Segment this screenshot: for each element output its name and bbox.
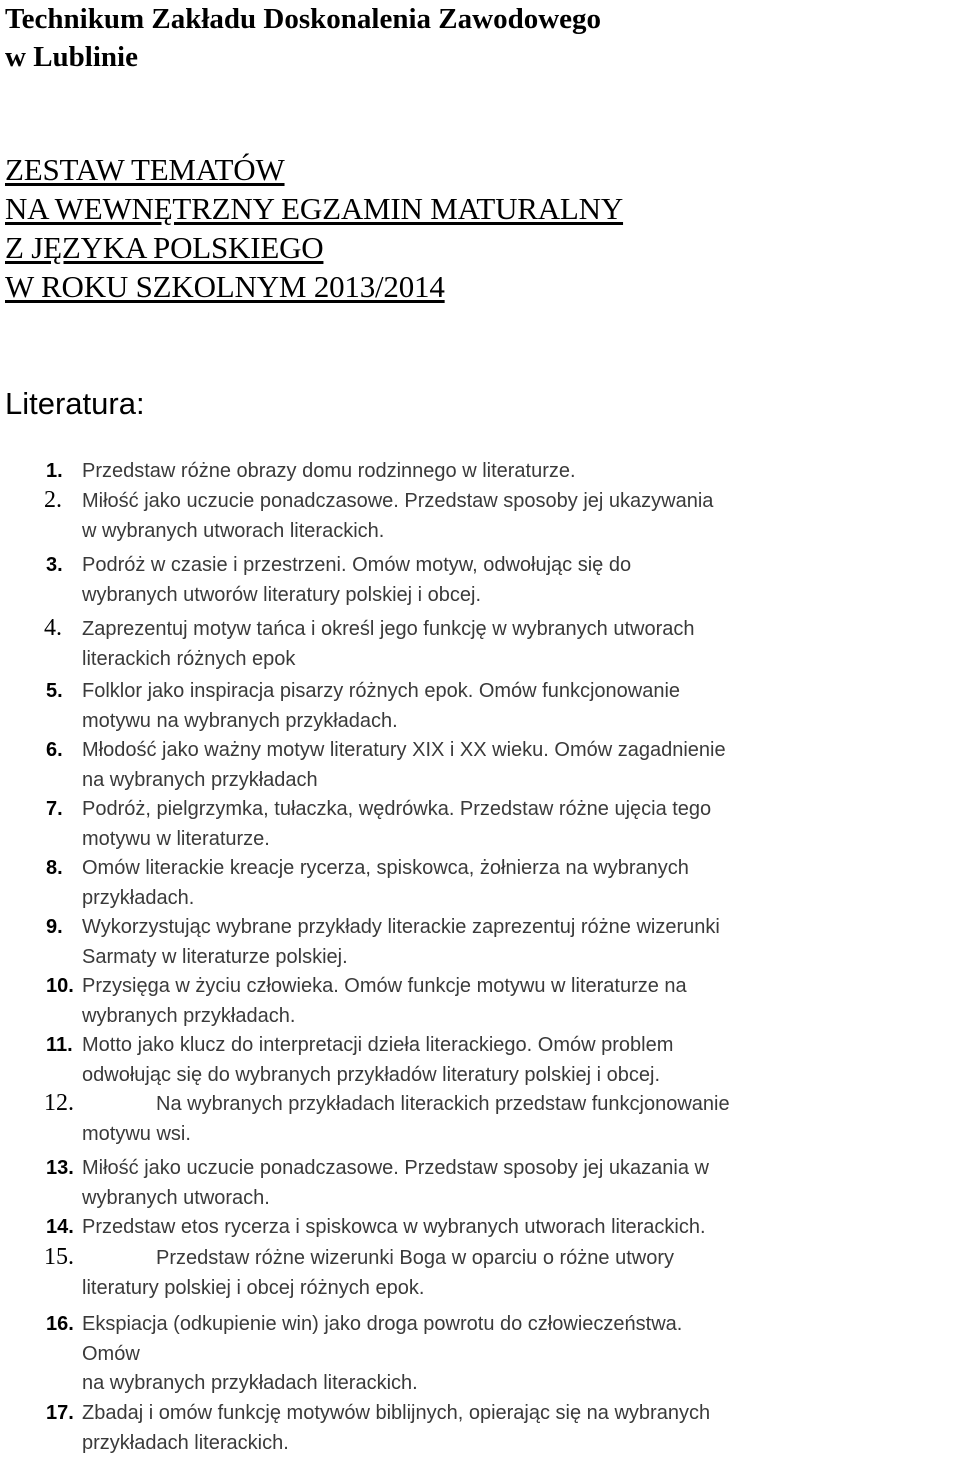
topic-text xyxy=(82,736,956,795)
topic-line: motywu na wybranych przykładach. xyxy=(82,709,398,732)
topic-number: 17. xyxy=(46,1402,74,1424)
title-line-4: W ROKU SZKOLNYM 2013/2014 xyxy=(5,269,445,304)
topic-line: Przedstaw różne obrazy domu rodzinnego w literaturze. xyxy=(82,460,576,482)
topic-line: Miłość jako uczucie ponadczasowe. Przedstaw sposoby jej ukazania w xyxy=(82,1157,709,1179)
topic-line: Miłość jako uczucie ponadczasowe. Przedstaw sposoby jej ukazywania xyxy=(82,490,714,512)
topic-item xyxy=(0,1399,960,1458)
topic-item xyxy=(0,854,960,913)
topic-line-text: Na wybranych przykładach literackich przedstaw funkcjonowanie xyxy=(156,1093,730,1115)
topic-list xyxy=(0,457,960,1458)
topic-item xyxy=(0,972,960,1031)
topic-line-text: Przedstaw różne wizerunki Boga w oparciu o różne utwory xyxy=(156,1247,675,1269)
topic-text xyxy=(82,1213,956,1243)
topic-text xyxy=(82,854,956,913)
topic-line: Podróż, pielgrzymka, tułaczka, wędrówka. Przedstaw różne ujęcia tego xyxy=(82,798,712,820)
topic-number: 1. xyxy=(46,460,63,482)
topic-line: Przysięga w życiu człowieka. Omów funkcje motywu w literaturze na xyxy=(82,975,687,997)
topic-line: Zaprezentuj motyw tańca i określ jego funkcję w wybranych utworach xyxy=(82,618,695,640)
topic-line: Wykorzystując wybrane przykłady literackie zaprezentuj różne wizerunki xyxy=(82,916,720,938)
topic-item xyxy=(0,1244,960,1310)
school-name xyxy=(5,0,601,76)
topic-text xyxy=(82,972,956,1031)
topic-number: 12. xyxy=(44,1090,74,1116)
topic-number: 16. xyxy=(46,1313,74,1335)
topic-line: motywu wsi. xyxy=(82,1122,191,1145)
topic-number: 9. xyxy=(46,916,63,938)
school-name-line-1: Technikum Zakładu Doskonalenia Zawodowego xyxy=(5,3,602,35)
topic-text xyxy=(82,913,956,972)
topic-line: motywu w literaturze. xyxy=(82,827,270,850)
topic-item xyxy=(0,1154,960,1213)
topic-item xyxy=(0,1310,960,1399)
topic-item xyxy=(0,736,960,795)
topic-number: 4. xyxy=(44,615,62,641)
topic-number: 10. xyxy=(46,975,74,997)
title-line-3: Z JĘZYKA POLSKIEGO xyxy=(5,230,324,265)
topic-line: wybranych przykładach. xyxy=(82,1004,296,1027)
topic-text xyxy=(82,487,956,546)
topic-item xyxy=(0,457,960,487)
title-line-2: NA WEWNĘTRZNY EGZAMIN MATURALNY xyxy=(5,191,624,226)
topic-item xyxy=(0,795,960,854)
topic-line: Motto jako klucz do interpretacji dzieła literackiego. Omów problem xyxy=(82,1034,674,1056)
topic-line: Sarmaty w literaturze polskiej. xyxy=(82,945,348,968)
section-heading: Literatura: xyxy=(5,386,145,421)
topic-text xyxy=(82,1090,956,1149)
title-line-1: ZESTAW TEMATÓW xyxy=(5,152,285,187)
topic-number: 13. xyxy=(46,1157,74,1179)
topic-number: 14. xyxy=(46,1216,74,1238)
topic-line xyxy=(82,1244,956,1274)
topic-line: Podróż w czasie i przestrzeni. Omów motyw, odwołując się do xyxy=(82,554,632,576)
topic-item xyxy=(0,677,960,736)
topic-line: na wybranych przykładach literackich. xyxy=(82,1372,418,1394)
topic-text xyxy=(82,1154,956,1213)
topic-item xyxy=(0,913,960,972)
topic-number: 6. xyxy=(46,739,63,761)
topic-text xyxy=(82,677,956,736)
topic-text xyxy=(82,795,956,854)
topic-number: 5. xyxy=(46,680,63,702)
topic-line: Przedstaw etos rycerza i spiskowca w wybranych utworach literackich. xyxy=(82,1216,706,1238)
topic-line: literatury polskiej i obcej różnych epok. xyxy=(82,1276,425,1299)
topic-line: odwołując się do wybranych przykładów literatury polskiej i obcej. xyxy=(82,1063,661,1086)
topic-text xyxy=(82,457,956,487)
topic-number: 7. xyxy=(46,798,63,820)
topic-line: w wybranych utworach literackich. xyxy=(82,519,385,542)
topic-line: przykładach literackich. xyxy=(82,1431,289,1454)
topic-line: wybranych utworach. xyxy=(82,1186,270,1209)
topic-line: przykładach. xyxy=(82,886,195,909)
topic-item xyxy=(0,1213,960,1244)
document-title xyxy=(5,150,623,306)
topic-text xyxy=(82,1310,956,1399)
school-name-line-2: w Lublinie xyxy=(5,41,138,73)
topic-line xyxy=(82,1090,956,1120)
topic-number: 8. xyxy=(46,857,63,879)
topic-item xyxy=(0,487,960,551)
topic-text xyxy=(82,1399,956,1458)
topic-number: 3. xyxy=(46,554,63,576)
topic-text xyxy=(82,1244,956,1303)
topic-line: wybranych utworów literatury polskiej i obcej. xyxy=(82,583,482,606)
topic-item xyxy=(0,1031,960,1090)
topic-line: na wybranych przykładach xyxy=(82,768,318,791)
topic-number: 11. xyxy=(46,1034,73,1056)
topic-line: Omów literackie kreacje rycerza, spiskowca, żołnierza na wybranych xyxy=(82,857,689,879)
topic-number: 15. xyxy=(44,1244,74,1270)
topic-line: Zbadaj i omów funkcję motywów biblijnych, opierając się na wybranych xyxy=(82,1402,711,1424)
topic-item xyxy=(0,615,960,677)
topic-line: Omów xyxy=(82,1342,140,1365)
topic-line: Ekspiacja (odkupienie win) jako droga powrotu do człowieczeństwa. xyxy=(82,1313,683,1335)
topic-text xyxy=(82,615,956,674)
topic-line: Folklor jako inspiracja pisarzy różnych epok. Omów funkcjonowanie xyxy=(82,680,681,702)
topic-line: Młodość jako ważny motyw literatury XIX i XX wieku. Omów zagadnienie xyxy=(82,739,726,761)
topic-line: literackich różnych epok xyxy=(82,647,296,670)
topic-text xyxy=(82,551,956,610)
topic-item xyxy=(0,1090,960,1154)
topic-text xyxy=(82,1031,956,1090)
topic-number: 2. xyxy=(44,487,62,513)
topic-item xyxy=(0,551,960,615)
